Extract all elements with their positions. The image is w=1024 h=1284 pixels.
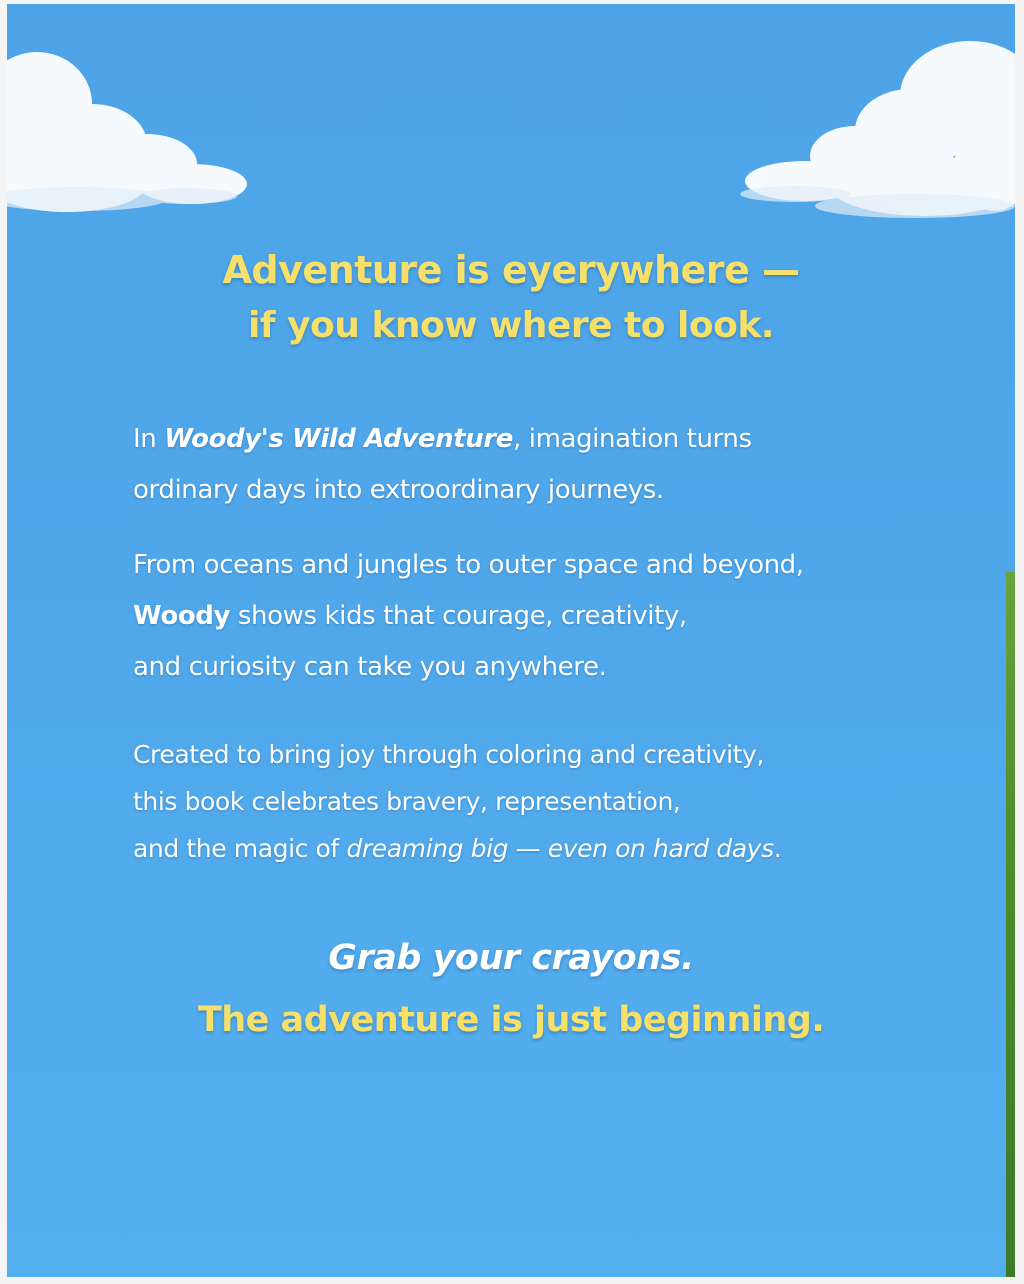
book-title: Woody's Wild Adventure — [164, 424, 514, 454]
closing-line-1: Grab your crayons. — [328, 938, 694, 978]
text-segment: , imagination turns — [513, 424, 752, 454]
headline-line-2: if you know where to look. — [248, 305, 774, 346]
paragraph-journeys — [133, 540, 893, 693]
paragraph-mission-line-2: this book celebrates bravery, representation, — [133, 787, 681, 816]
text-segment: — — [508, 834, 548, 863]
headline-line-1: Adventure is eyerywhere — — [222, 248, 800, 292]
emphasis-text: dreaming big — [346, 834, 509, 863]
closing-line-2: The adventure is just beginning. — [197, 1000, 825, 1040]
paragraph-journeys-line-2 — [133, 591, 893, 642]
paragraph-mission-line-3 — [133, 825, 893, 872]
paragraph-intro-line-2: ordinary days into extroordinary journeys. — [133, 475, 664, 505]
cloud-right-illustration — [715, 26, 1015, 226]
text-segment: . — [773, 834, 782, 863]
grass-edge-illustration — [1006, 572, 1015, 1277]
character-name: Woody — [133, 601, 231, 631]
paragraph-journeys-line-3: and curiosity can take you anywhere. — [133, 652, 607, 682]
text-segment: and the magic of — [133, 834, 347, 863]
text-segment: In — [133, 424, 165, 454]
paragraph-intro-line-1 — [133, 414, 893, 465]
paragraph-journeys-line-1: From oceans and jungles to outer space and beyond, — [133, 550, 804, 580]
cloud-left-illustration — [7, 24, 257, 224]
paragraph-intro — [133, 414, 893, 516]
emphasis-text: even on hard days — [547, 834, 774, 863]
paragraph-mission-line-1: Created to bring joy through coloring and creativity, — [133, 740, 764, 769]
text-segment: shows kids that courage, creativity, — [230, 601, 687, 631]
back-cover — [7, 4, 1015, 1277]
paragraph-mission — [133, 731, 893, 872]
